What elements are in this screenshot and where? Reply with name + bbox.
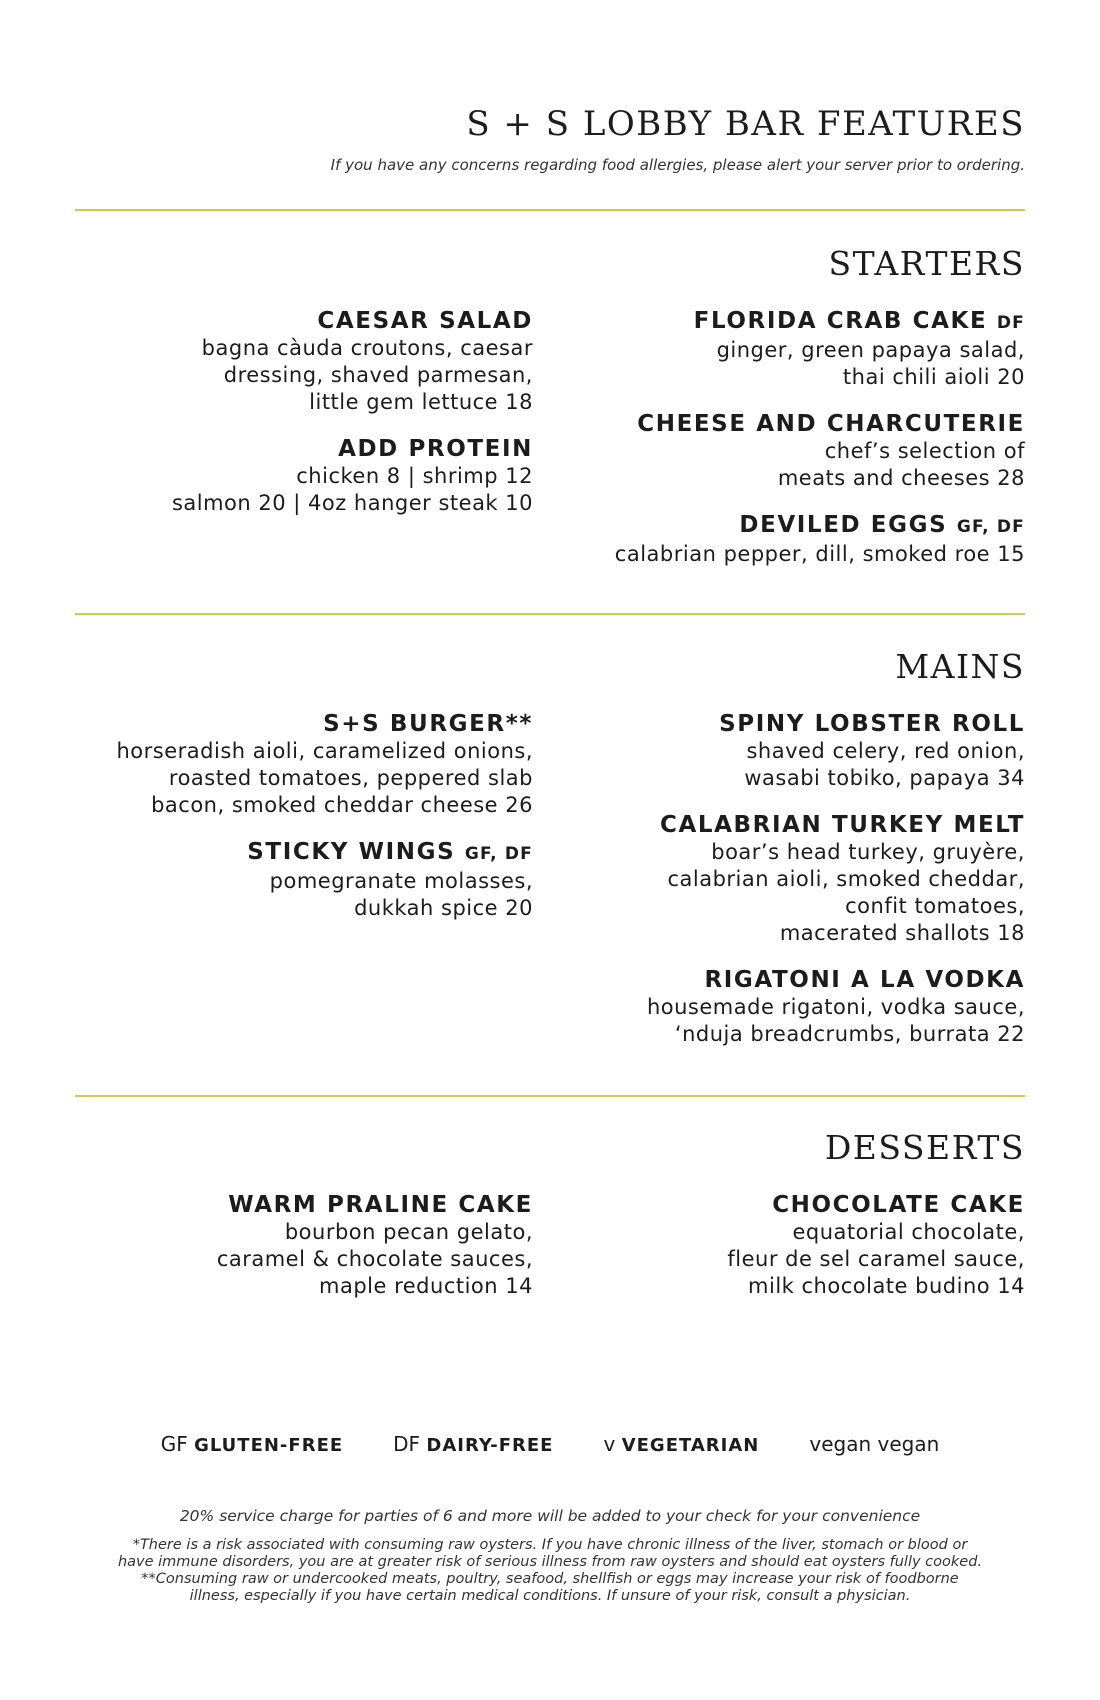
health-disclaimer [75,1537,1025,1605]
item-name-text: CAESAR SALAD [317,308,533,334]
item-description: milk chocolate budino 14 [748,1274,1025,1298]
dietary-tag: GF, DF [464,844,533,864]
item-description: dressing, shaved parmesan, [223,363,533,387]
mains-left-column [53,711,533,942]
menu-item [545,711,1025,792]
item-name [545,711,1025,738]
mains-heading: MAINS [895,647,1025,686]
starters-left-column [53,308,533,537]
item-description: boar’s head turkey, gruyère, [711,840,1025,864]
item-name [53,1192,533,1219]
desserts-left-column [53,1192,533,1320]
item-name-text: DEVILED EGGS [739,512,948,538]
desserts-heading: DESSERTS [824,1128,1025,1167]
item-description: fleur de sel caramel sauce, [727,1247,1025,1271]
item-description: bagna càuda croutons, caesar [201,336,533,360]
disclaimer-line: **Consuming raw or undercooked meats, poultry, seafood, shellfish or eggs may increase your risk of foodborne [141,1571,959,1587]
dietary-tag: GF, DF [956,517,1025,537]
menu-title: S + S LOBBY BAR FEATURES [466,104,1025,144]
menu-item [53,308,533,416]
menu-item [545,1192,1025,1300]
item-description: salmon 20 | 4oz hanger steak 10 [171,491,533,515]
menu-item [53,839,533,922]
starters-right-column [545,308,1025,588]
item-description: shaved celery, red onion, [746,739,1025,763]
item-name [53,711,533,738]
item-description: macerated shallots 18 [779,921,1025,945]
dietary-legend [0,1432,1100,1456]
mains-right-column [545,711,1025,1068]
divider [75,1095,1025,1097]
item-description: little gem lettuce 18 [309,390,533,414]
menu-item [545,308,1025,391]
item-description: bacon, smoked cheddar cheese 26 [151,793,533,817]
disclaimer-line: have immune disorders, you are at greater risk of serious illness from raw oysters and should eat oysters fully cooked. [117,1554,983,1570]
item-name [53,839,533,868]
item-description: ginger, green papaya salad, [716,338,1025,362]
item-description: confit tomatoes, [845,894,1025,918]
item-name-text: STICKY WINGS [247,839,456,865]
item-description: maple reduction 14 [319,1274,533,1298]
menu-item [545,512,1025,568]
item-name-text: FLORIDA CRAB CAKE [693,308,988,334]
item-name-text: CHOCOLATE CAKE [772,1192,1025,1218]
item-name [545,1192,1025,1219]
item-name [545,512,1025,541]
desserts-right-column [545,1192,1025,1320]
item-description: chicken 8 | shrimp 12 [296,464,533,488]
menu-item [53,1192,533,1300]
item-name-text: SPINY LOBSTER ROLL [719,711,1025,737]
item-name-text: ADD PROTEIN [338,436,533,462]
item-name-text: CALABRIAN TURKEY MELT [660,812,1025,838]
item-description: bourbon pecan gelato, [284,1220,533,1244]
item-name-text: S+S BURGER** [323,711,533,737]
menu-item [545,812,1025,947]
divider [75,613,1025,615]
item-name-text: RIGATONI A LA VODKA [704,967,1025,993]
item-description: dukkah spice 20 [354,896,533,920]
item-description: horseradish aioli, caramelized onions, [116,739,533,763]
menu-item [53,711,533,819]
menu-item [53,436,533,517]
item-name-text: CHEESE AND CHARCUTERIE [637,411,1025,437]
item-name-text: WARM PRALINE CAKE [228,1192,533,1218]
item-description: housemade rigatoni, vodka sauce, [646,995,1025,1019]
item-name [545,308,1025,337]
divider [75,209,1025,211]
disclaimer-line: illness, especially if you have certain medical conditions. If unsure of your risk, consult a physician. [189,1588,911,1604]
menu-item [545,411,1025,492]
item-description: thai chili aioli 20 [842,365,1025,389]
item-name [545,967,1025,994]
legend-vegan: vegan vegan [809,1432,940,1456]
item-description: meats and cheeses 28 [777,466,1025,490]
item-name [545,812,1025,839]
item-name [545,411,1025,438]
item-description: roasted tomatoes, peppered slab [168,766,533,790]
item-description: pomegranate molasses, [269,869,533,893]
item-description: chef’s selection of [824,439,1025,463]
item-description: wasabi tobiko, papaya 34 [744,766,1025,790]
legend-dairy-free: DF DAIRY-FREE [393,1432,554,1456]
service-charge-note: 20% service charge for parties of 6 and more will be added to your check for your convenience [179,1507,921,1525]
allergy-note: If you have any concerns regarding food allergies, please alert your server prior to ordering. [330,156,1025,174]
menu-item [545,967,1025,1048]
item-description: equatorial chocolate, [792,1220,1025,1244]
dietary-tag: DF [996,313,1025,333]
item-name [53,436,533,463]
item-name [53,308,533,335]
item-description: calabrian pepper, dill, smoked roe 15 [614,542,1025,566]
legend-gluten-free: GF GLUTEN-FREE [160,1432,344,1456]
item-description: caramel & chocolate sauces, [216,1247,533,1271]
legend-vegetarian: v VEGETARIAN [603,1432,760,1456]
item-description: ‘nduja breadcrumbs, burrata 22 [674,1022,1025,1046]
item-description: calabrian aioli, smoked cheddar, [667,867,1025,891]
starters-heading: STARTERS [828,244,1025,283]
disclaimer-line: *There is a risk associated with consuming raw oysters. If you have chronic illness of the liver, stomach or blood or [132,1537,968,1553]
